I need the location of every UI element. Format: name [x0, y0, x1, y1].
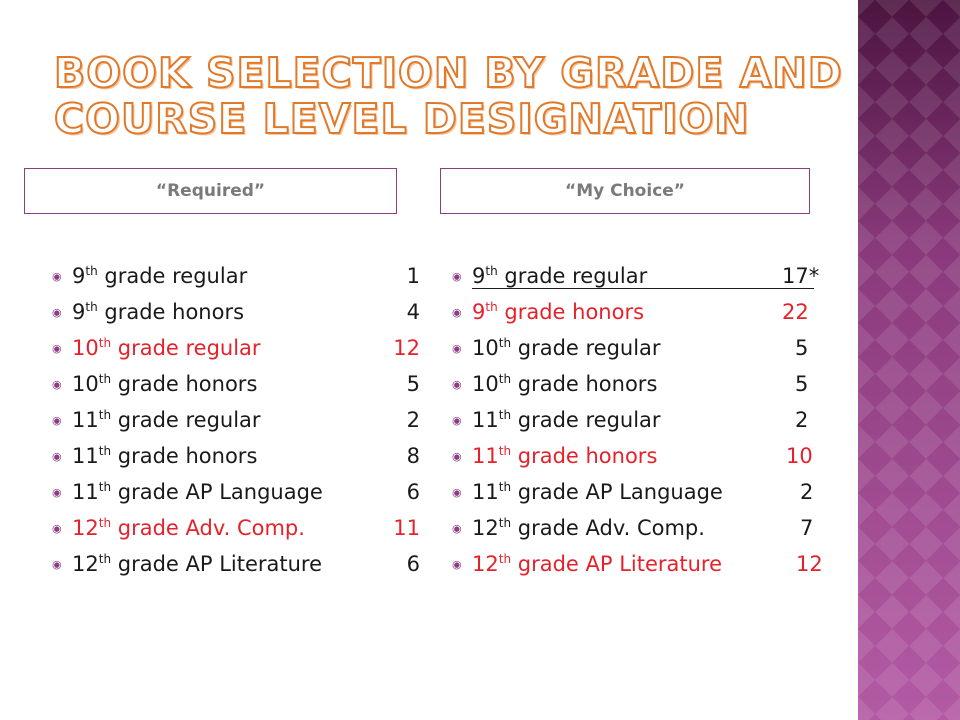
- grade-course-label: [472, 408, 822, 432]
- target-bullet-icon: ◉: [52, 485, 62, 499]
- list-item: [52, 474, 424, 510]
- grade-course-label: [472, 264, 814, 289]
- course-name: grade AP Literature: [117, 552, 323, 576]
- ordinal-suffix: th: [85, 300, 98, 314]
- target-bullet-icon: ◉: [52, 377, 62, 391]
- grade-course-label: [472, 336, 822, 360]
- list-item: [52, 438, 424, 474]
- list-item: [52, 402, 424, 438]
- course-name: grade honors: [117, 372, 258, 396]
- ordinal-suffix: th: [498, 372, 512, 386]
- decorative-side-band: [858, 0, 960, 720]
- book-count: 2: [795, 408, 809, 432]
- ordinal-suffix: th: [485, 300, 498, 314]
- ordinal-suffix: th: [498, 480, 512, 494]
- required-column-header: “Required”: [24, 168, 397, 214]
- course-name: grade honors: [517, 372, 658, 396]
- grade-course-label: [72, 480, 424, 504]
- grade-number: 9: [472, 263, 486, 288]
- ordinal-suffix: th: [498, 444, 512, 458]
- required-list: [52, 258, 424, 582]
- list-item: [452, 438, 822, 474]
- target-bullet-icon: ◉: [52, 305, 62, 319]
- course-name: grade honors: [117, 444, 258, 468]
- ordinal-suffix: th: [485, 263, 498, 278]
- ordinal-suffix: th: [98, 372, 112, 386]
- target-bullet-icon: ◉: [452, 485, 462, 499]
- course-name: grade regular: [504, 263, 648, 288]
- grade-number: 12: [72, 516, 99, 540]
- grade-course-label: [472, 552, 822, 576]
- target-bullet-icon: ◉: [452, 341, 462, 355]
- list-item: [452, 546, 822, 582]
- ordinal-suffix: th: [498, 516, 512, 530]
- grade-course-label: [72, 336, 424, 360]
- list-item: [52, 258, 424, 294]
- target-bullet-icon: ◉: [52, 341, 62, 355]
- ordinal-suffix: th: [98, 336, 112, 350]
- book-count: 17*: [782, 264, 820, 288]
- list-item: [52, 546, 424, 582]
- grade-number: 12: [472, 552, 499, 576]
- list-item: [452, 402, 822, 438]
- target-bullet-icon: ◉: [52, 521, 62, 535]
- list-item: [452, 294, 822, 330]
- list-item: [452, 366, 822, 402]
- list-item: [52, 366, 424, 402]
- course-name: grade Adv. Comp.: [117, 516, 305, 540]
- course-name: grade regular: [104, 264, 248, 288]
- ordinal-suffix: th: [98, 444, 112, 458]
- target-bullet-icon: ◉: [452, 521, 462, 535]
- grade-course-label: [72, 552, 424, 576]
- target-bullet-icon: ◉: [52, 449, 62, 463]
- list-item: [52, 294, 424, 330]
- grade-number: 10: [72, 336, 99, 360]
- grade-number: 9: [472, 300, 486, 324]
- target-bullet-icon: ◉: [452, 377, 462, 391]
- grade-number: 12: [72, 552, 99, 576]
- grade-course-label: [472, 444, 822, 468]
- grade-course-label: [72, 372, 424, 396]
- ordinal-suffix: th: [98, 516, 112, 530]
- course-name: grade regular: [517, 408, 661, 432]
- ordinal-suffix: th: [98, 480, 112, 494]
- grade-number: 11: [472, 480, 499, 504]
- grade-number: 12: [472, 516, 499, 540]
- book-count: 6: [406, 552, 420, 576]
- book-count: 8: [406, 444, 420, 468]
- grade-course-label: [72, 264, 424, 288]
- grade-course-label: [72, 300, 424, 324]
- list-item: [452, 258, 822, 294]
- list-item: [452, 510, 822, 546]
- ordinal-suffix: th: [498, 552, 512, 566]
- book-count: 12: [796, 552, 823, 576]
- book-count: 2: [406, 408, 420, 432]
- grade-number: 11: [72, 480, 99, 504]
- ordinal-suffix: th: [498, 408, 512, 422]
- book-count: 2: [800, 480, 814, 504]
- course-name: grade Adv. Comp.: [517, 516, 705, 540]
- book-count: 7: [800, 516, 814, 540]
- grade-number: 9: [72, 300, 86, 324]
- book-count: 5: [406, 372, 420, 396]
- list-item: [52, 330, 424, 366]
- course-name: grade regular: [117, 408, 261, 432]
- course-name: grade honors: [504, 300, 645, 324]
- course-name: grade regular: [117, 336, 261, 360]
- grade-number: 11: [472, 444, 499, 468]
- grade-course-label: [472, 372, 822, 396]
- my-choice-list: [452, 258, 822, 582]
- book-count: 12: [393, 336, 420, 360]
- ordinal-suffix: th: [498, 336, 512, 350]
- grade-number: 9: [72, 264, 86, 288]
- list-item: [452, 474, 822, 510]
- list-item: [452, 330, 822, 366]
- grade-number: 11: [72, 408, 99, 432]
- book-count: 10: [786, 444, 813, 468]
- grade-number: 10: [472, 336, 499, 360]
- target-bullet-icon: ◉: [52, 413, 62, 427]
- grade-number: 10: [72, 372, 99, 396]
- grade-course-label: [472, 480, 822, 504]
- target-bullet-icon: ◉: [452, 305, 462, 319]
- my-choice-column-header: “My Choice”: [440, 168, 810, 214]
- grade-course-label: [72, 444, 424, 468]
- target-bullet-icon: ◉: [452, 413, 462, 427]
- course-name: grade AP Literature: [517, 552, 723, 576]
- grade-number: 10: [472, 372, 499, 396]
- target-bullet-icon: ◉: [52, 557, 62, 571]
- ordinal-suffix: th: [98, 552, 112, 566]
- target-bullet-icon: ◉: [452, 449, 462, 463]
- course-name: grade regular: [517, 336, 661, 360]
- slide-title: BOOK SELECTION BY GRADE AND COURSE LEVEL DESIGNATION: [54, 49, 843, 143]
- list-item: [52, 510, 424, 546]
- book-count: 5: [795, 372, 809, 396]
- target-bullet-icon: ◉: [452, 269, 462, 283]
- target-bullet-icon: ◉: [452, 557, 462, 571]
- book-count: 4: [406, 300, 420, 324]
- grade-course-label: [72, 408, 424, 432]
- course-name: grade AP Language: [117, 480, 323, 504]
- grade-course-label: [472, 300, 822, 324]
- ordinal-suffix: th: [98, 408, 112, 422]
- ordinal-suffix: th: [85, 264, 98, 278]
- grade-number: 11: [472, 408, 499, 432]
- book-count: 11: [393, 516, 420, 540]
- grade-course-label: [472, 516, 822, 540]
- grade-number: 11: [72, 444, 99, 468]
- book-count: 5: [795, 336, 809, 360]
- target-bullet-icon: ◉: [52, 269, 62, 283]
- grade-course-label: [72, 516, 424, 540]
- book-count: 1: [406, 264, 420, 288]
- course-name: grade AP Language: [517, 480, 723, 504]
- book-count: 22: [782, 300, 809, 324]
- book-count: 6: [406, 480, 420, 504]
- course-name: grade honors: [517, 444, 658, 468]
- course-name: grade honors: [104, 300, 245, 324]
